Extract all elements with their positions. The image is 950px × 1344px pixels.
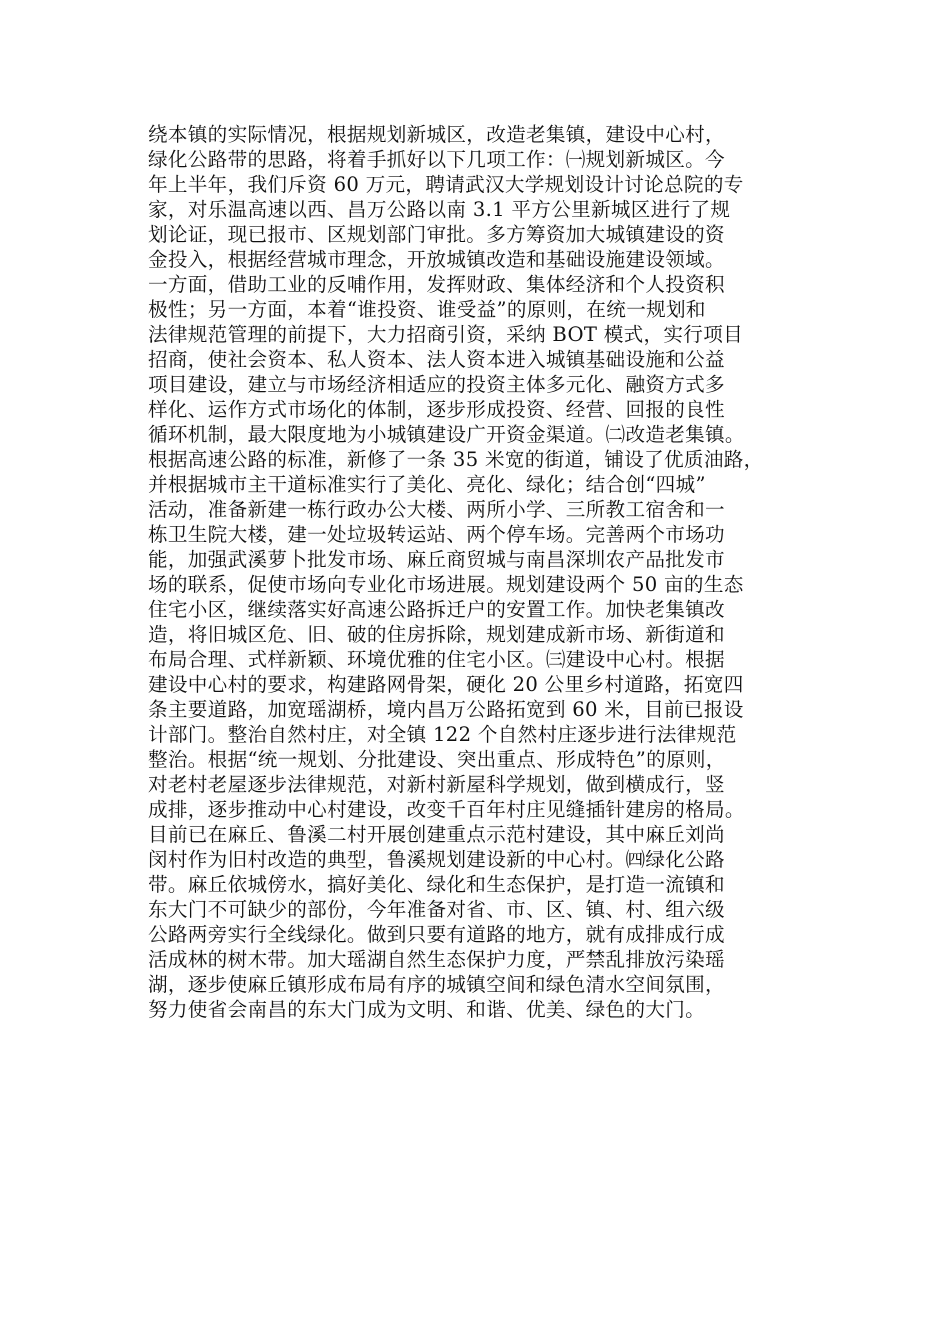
text-line: 住宅小区，继续落实好高速公路拆迁户的安置工作。加快老集镇改 bbox=[148, 598, 725, 621]
text-line: 根据高速公路的标准，新修了一条 35 米宽的街道，铺设了优质油路， bbox=[148, 448, 764, 471]
text-line: 栋卫生院大楼，建一处垃圾转运站、两个停车场。完善两个市场功 bbox=[148, 523, 725, 546]
body-paragraph bbox=[148, 122, 828, 1022]
text-line: 成排，逐步推动中心村建设，改变千百年村庄见缝插针建房的格局。 bbox=[148, 798, 745, 821]
text-line: 造，将旧城区危、旧、破的住房拆除，规划建成新市场、新街道和 bbox=[148, 623, 725, 646]
text-line: 能，加强武溪萝卜批发市场、麻丘商贸城与南昌深圳农产品批发市 bbox=[148, 548, 725, 571]
text-line: 绿化公路带的思路，将着手抓好以下几项工作：㈠规划新城区。今 bbox=[148, 148, 725, 171]
text-line: 目前已在麻丘、鲁溪二村开展创建重点示范村建设，其中麻丘刘尚 bbox=[148, 823, 725, 846]
text-line: 布局合理、式样新颖、环境优雅的住宅小区。㈢建设中心村。根据 bbox=[148, 648, 725, 671]
text-line: 年上半年，我们斥资 60 万元，聘请武汉大学规划设计讨论总院的专 bbox=[148, 173, 744, 196]
text-line: 整治。根据“统一规划、分批建设、突出重点、形成特色”的原则， bbox=[148, 748, 726, 771]
text-line: 金投入，根据经营城市理念，开放城镇改造和基础设施建设领域。 bbox=[148, 248, 725, 271]
text-line: 努力使省会南昌的东大门成为文明、和谐、优美、绿色的大门。 bbox=[148, 998, 706, 1021]
text-line: 项目建设，建立与市场经济相适应的投资主体多元化、融资方式多 bbox=[148, 373, 725, 396]
text-line: 计部门。整治自然村庄，对全镇 122 个自然村庄逐步进行法律规范 bbox=[148, 723, 737, 746]
text-line: 东大门不可缺少的部份，今年准备对省、市、区、镇、村、组六级 bbox=[148, 898, 725, 921]
text-line: 闵村作为旧村改造的典型，鲁溪规划建设新的中心村。㈣绿化公路 bbox=[148, 848, 725, 871]
text-line: 家，对乐温高速以西、昌万公路以南 3.1 平方公里新城区进行了规 bbox=[148, 198, 731, 221]
text-line: 法律规范管理的前提下，大力招商引资，采纳 BOT 模式，实行项目 bbox=[148, 323, 743, 346]
text-line: 活成林的树木带。加大瑶湖自然生态保护力度，严禁乱排放污染瑶 bbox=[148, 948, 725, 971]
text-line: 绕本镇的实际情况，根据规划新城区，改造老集镇，建设中心村， bbox=[148, 123, 725, 146]
text-line: 公路两旁实行全线绿化。做到只要有道路的地方，就有成排成行成 bbox=[148, 923, 725, 946]
text-line: 条主要道路，加宽瑶湖桥，境内昌万公路拓宽到 60 米，目前已报设 bbox=[148, 698, 744, 721]
text-line: 一方面，借助工业的反哺作用，发挥财政、集体经济和个人投资积 bbox=[148, 273, 725, 296]
text-line: 样化、运作方式市场化的体制，逐步形成投资、经营、回报的良性 bbox=[148, 398, 725, 421]
text-line: 招商，使社会资本、私人资本、法人资本进入城镇基础设施和公益 bbox=[148, 348, 725, 371]
text-line: 场的联系，促使市场向专业化市场进展。规划建设两个 50 亩的生态 bbox=[148, 573, 744, 596]
text-line: 带。麻丘依城傍水，搞好美化、绿化和生态保护，是打造一流镇和 bbox=[148, 873, 725, 896]
text-line: 对老村老屋逐步法律规范，对新村新屋科学规划，做到横成行，竖 bbox=[148, 773, 725, 796]
text-line: 活动，准备新建一栋行政办公大楼、两所小学、三所教工宿舍和一 bbox=[148, 498, 725, 521]
text-line: 划论证，现已报市、区规划部门审批。多方筹资加大城镇建设的资 bbox=[148, 223, 725, 246]
text-line: 极性；另一方面，本着“谁投资、谁受益”的原则，在统一规划和 bbox=[148, 298, 706, 321]
text-line: 并根据城市主干道标准实行了美化、亮化、绿化；结合创“四城” bbox=[148, 473, 706, 496]
text-line: 循环机制，最大限度地为小城镇建设广开资金渠道。㈡改造老集镇。 bbox=[148, 423, 745, 446]
text-line: 建设中心村的要求，构建路网骨架，硬化 20 公里乡村道路，拓宽四 bbox=[148, 673, 744, 696]
text-line: 湖，逐步使麻丘镇形成布局有序的城镇空间和绿色清水空间氛围， bbox=[148, 973, 725, 996]
